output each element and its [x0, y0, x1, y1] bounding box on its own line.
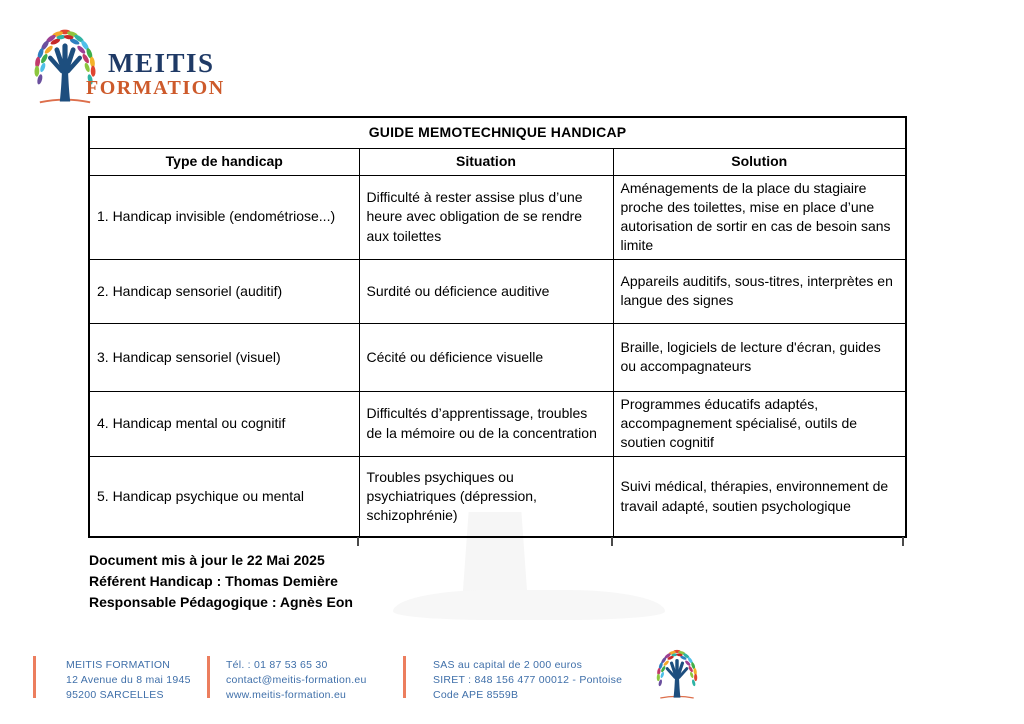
logo-title: MEITIS: [108, 48, 215, 78]
footer-phone: Tél. : 01 87 53 65 30: [226, 659, 328, 671]
footer-email: contact@meitis-formation.eu: [226, 674, 367, 686]
table-title: GUIDE MEMOTECHNIQUE HANDICAP: [89, 117, 906, 148]
cell-solution-5: Suivi médical, thérapies, environnement de travail adapté, soutien psychologique: [613, 456, 906, 537]
logo-subtitle: FORMATION: [86, 77, 225, 99]
footer-address-block: [66, 658, 191, 703]
cell-type-5: 5. Handicap psychique ou mental: [89, 456, 359, 537]
cell-solution-4: Programmes éducatifs adaptés, accompagnement spécialisé, outils de soutien cognitif: [613, 391, 906, 456]
column-header-type: Type de handicap: [89, 148, 359, 175]
watermark-base-shape: [393, 590, 665, 620]
footer-website: www.meitis-formation.eu: [226, 689, 347, 701]
handicap-guide-table: [88, 116, 907, 538]
table-continuation-mark: [902, 537, 904, 546]
cell-solution-1: Aménagements de la place du stagiaire proche des toilettes, mise en place d’une autorisation de sortir en cas de besoin sans limite: [613, 175, 906, 259]
referent-handicap-line: Référent Handicap : Thomas Demière: [89, 573, 338, 589]
footer-divider-bar: [207, 656, 210, 698]
column-header-solution: Solution: [613, 148, 906, 175]
cell-situation-1: Difficulté à rester assise plus d’une heure avec obligation de se rendre aux toilettes: [359, 175, 613, 259]
footer-company-name: MEITIS FORMATION: [66, 659, 171, 671]
footer-legal-block: [433, 658, 622, 703]
tree-with-hand-trunk-logo-icon: [652, 647, 702, 701]
table-row: [89, 175, 906, 259]
cell-type-4: 4. Handicap mental ou cognitif: [89, 391, 359, 456]
table-continuation-mark: [611, 537, 613, 546]
footer-divider-bar: [403, 656, 406, 698]
table-header-row: [89, 148, 906, 175]
cell-situation-5: Troubles psychiques ou psychiatriques (dépression, schizophrénie): [359, 456, 613, 537]
table-row: [89, 456, 906, 537]
updated-date-line: Document mis à jour le 22 Mai 2025: [89, 552, 325, 568]
responsable-pedagogique-line: Responsable Pédagogique : Agnès Eon: [89, 594, 353, 610]
table-row: [89, 259, 906, 323]
cell-type-2: 2. Handicap sensoriel (auditif): [89, 259, 359, 323]
footer-divider-bar: [33, 656, 36, 698]
cell-situation-4: Difficultés d’apprentissage, troubles de la mémoire ou de la concentration: [359, 391, 613, 456]
cell-situation-2: Surdité ou déficience auditive: [359, 259, 613, 323]
table-continuation-mark: [357, 537, 359, 546]
footer-street: 12 Avenue du 8 mai 1945: [66, 674, 191, 686]
cell-type-1: 1. Handicap invisible (endométriose...): [89, 175, 359, 259]
table-row: [89, 391, 906, 456]
cell-solution-2: Appareils auditifs, sous-titres, interprètes en langue des signes: [613, 259, 906, 323]
column-header-situation: Situation: [359, 148, 613, 175]
document-info: [89, 550, 353, 613]
meitis-formation-logo: [26, 20, 226, 112]
table-title-row: [89, 117, 906, 148]
footer-contact-block: [226, 658, 367, 703]
footer-ape-code: Code APE 8559B: [433, 689, 519, 701]
footer-city: 95200 SARCELLES: [66, 689, 164, 701]
cell-solution-3: Braille, logiciels de lecture d'écran, guides ou accompagnateurs: [613, 323, 906, 391]
footer: [0, 644, 1024, 714]
footer-siret: SIRET : 848 156 477 00012 - Pontoise: [433, 674, 623, 686]
cell-type-3: 3. Handicap sensoriel (visuel): [89, 323, 359, 391]
footer-capital: SAS au capital de 2 000 euros: [433, 659, 583, 671]
table-row: [89, 323, 906, 391]
cell-situation-3: Cécité ou déficience visuelle: [359, 323, 613, 391]
